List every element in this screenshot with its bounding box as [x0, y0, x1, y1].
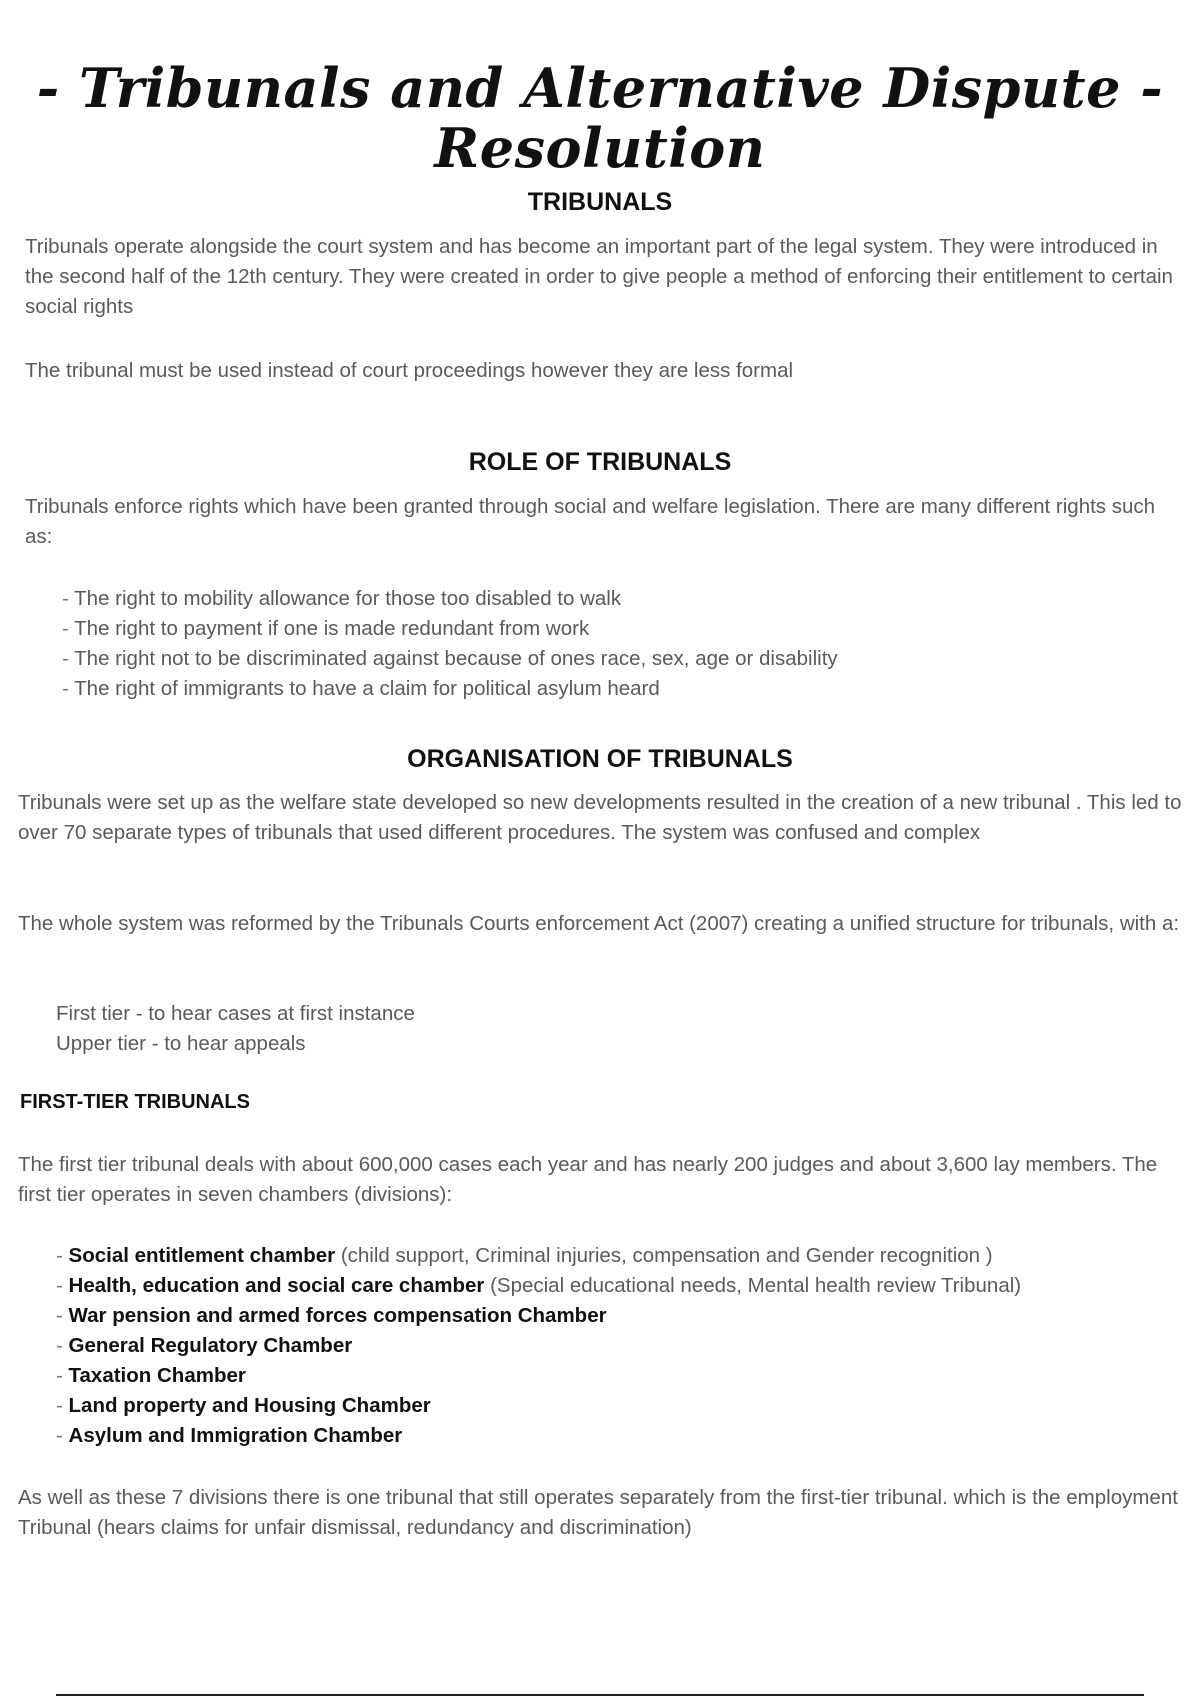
chamber-name: Health, education and social care chamber [68, 1274, 485, 1297]
rights-list [62, 584, 1162, 704]
tribunals-paragraph-2: The tribunal must be used instead of court proceedings however they are less formal [25, 359, 794, 382]
chamber-detail: (child support, Criminal injuries, compensation and Gender recognition ) [335, 1244, 993, 1267]
chamber-name: Asylum and Immigration Chamber [68, 1424, 403, 1447]
first-tier-closing: As well as these 7 divisions there is one tribunal that still operates separately from the first-tier tribunal. which is the employment Tribunal (hears claims for unfair dismissal, redundancy and discrimination) [18, 1486, 1178, 1539]
first-tier-intro: The first tier tribunal deals with about 600,000 cases each year and has nearly 200 judges and about 3,600 lay members. The first tier operates in seven chambers (divisions): [18, 1153, 1158, 1206]
list-item [56, 1301, 1186, 1331]
chamber-name: War pension and armed forces compensation Chamber [68, 1304, 607, 1327]
chamber-name: Social entitlement chamber [68, 1244, 336, 1267]
list-item [56, 1331, 1186, 1361]
chamber-name: General Regulatory Chamber [68, 1334, 353, 1357]
tier-item: Upper tier - to hear appeals [56, 1032, 306, 1055]
heading-tribunals: TRIBUNALS [527, 188, 673, 216]
chamber-name: Land property and Housing Chamber [68, 1394, 431, 1417]
role-intro: Tribunals enforce rights which have been granted through social and welfare legislation. There are many different rights such as: [25, 495, 1156, 548]
list-item: - The right to payment if one is made redundant from work [62, 614, 1162, 644]
list-item [56, 1421, 1186, 1451]
tribunals-paragraph-1: Tribunals operate alongside the court system and has become an important part of the legal system. They were introduced in the second half of the 12th century. They were created in order to give people a method of enforcing their entitlement to certain social rights [25, 235, 1173, 318]
bottom-divider [56, 1694, 1144, 1696]
organisation-paragraph-2: The whole system was reformed by the Tribunals Courts enforcement Act (2007) creating a unified structure for tribunals, with a: [18, 912, 1180, 935]
page-title-line-1: - Tribunals and Alternative Dispute - [36, 56, 1164, 121]
chamber-name: Taxation Chamber [68, 1364, 246, 1387]
list-item: - The right of immigrants to have a claim for political asylum heard [62, 674, 1162, 704]
tier-structure [56, 999, 415, 1059]
list-item [56, 1361, 1186, 1391]
list-item: - The right to mobility allowance for those too disabled to walk [62, 584, 1162, 614]
tier-item: First tier - to hear cases at first instance [56, 1002, 415, 1025]
list-item: - The right not to be discriminated against because of ones race, sex, age or disability [62, 644, 1162, 674]
heading-organisation-of-tribunals: ORGANISATION OF TRIBUNALS [407, 745, 793, 773]
chambers-list [56, 1241, 1186, 1451]
list-item [56, 1391, 1186, 1421]
heading-role-of-tribunals: ROLE OF TRIBUNALS [468, 448, 732, 476]
list-item [56, 1271, 1186, 1301]
page-title-line-2: Resolution [434, 116, 766, 181]
organisation-paragraph-1: Tribunals were set up as the welfare state developed so new developments resulted in the creation of a new tribunal . This led to over 70 separate types of tribunals that used different procedures. The system was confused and complex [18, 791, 1182, 844]
page-title [0, 56, 1200, 181]
chamber-detail: (Special educational needs, Mental health review Tribunal) [484, 1274, 1022, 1297]
heading-first-tier-tribunals: FIRST-TIER TRIBUNALS [20, 1091, 250, 1113]
list-item [56, 1241, 1186, 1271]
